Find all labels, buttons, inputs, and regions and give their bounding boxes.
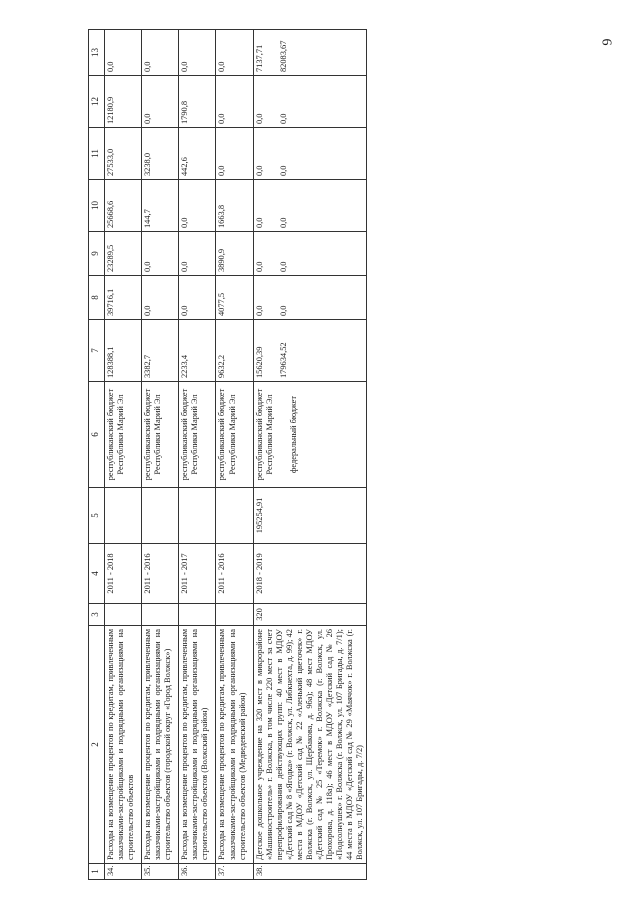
row-value-c7	[142, 320, 179, 382]
row-value-c8	[142, 276, 179, 320]
budget-table	[88, 29, 367, 880]
column-number-6: 6	[89, 382, 105, 488]
row-value-c9	[216, 232, 253, 276]
row-funding-source	[142, 382, 179, 488]
row-value-c12-line: 0,0	[254, 113, 264, 124]
row-name: Детское дошкольное учреждение на 320 мест в микрорайоне «Машиностроитель» г. Волжска, в том числе 220 мест за счет перепрофилирования действующих групп: 40 мест в МДОУ «Детский сад № 8 «Ягодка» (г. Волжск, ул. Либкнехта, д. 99); 42 места в МДОУ «Детский сад № 22 «Аленький цветочек» г. Волжска (г. Волжск, ул. Щербакова, д. 9ба); 48 мест МДОУ «Детский сад № 25 «Теремок» г. Волжска (г. Волжск, ул. Прохорова, д. 118а); 46 мест в МДОУ «Детский сад № 26 «Подсолнушек» г. Волжска (г. Волжск, ул. 107 Бригады, д. 7/1); 44 места в МДОУ «Детский сад № 29 «Маячок» г. Волжска (г. Волжск, ул. 107 Бригады, д. 7/2)	[253, 626, 367, 864]
row-value-c12	[142, 76, 179, 128]
row-value-c12-line: 0,0	[143, 113, 153, 124]
table-header	[89, 30, 105, 880]
row-value-c9-line: 23289,5	[106, 244, 115, 272]
row-value-c7-line: 128388,1	[106, 346, 115, 378]
row-value-c13	[216, 30, 253, 76]
row-value-c8	[105, 276, 142, 320]
table-row	[105, 30, 142, 880]
row-period: 2011 - 2016	[216, 544, 253, 604]
row-value-c11-line: 0,0	[254, 165, 264, 176]
row-period: 2011 - 2016	[142, 544, 179, 604]
row-value-c12	[216, 76, 253, 128]
row-value-c9	[179, 232, 216, 276]
row-value-c13	[105, 30, 142, 76]
row-value-c7	[105, 320, 142, 382]
row-funding-source	[216, 382, 253, 488]
row-value-c9	[142, 232, 179, 276]
row-value-c11	[105, 128, 142, 180]
row-funding-source-line: республиканский бюджет Республики Марий Эл	[217, 388, 237, 481]
row-value-c10	[142, 180, 179, 232]
row-value-c11-line: 442,6	[180, 157, 190, 176]
row-value-c9-line: 0,0	[254, 261, 264, 272]
column-number-12: 12	[89, 76, 105, 128]
row-value-c13	[253, 30, 367, 76]
row-value-c12-line: 12180,9	[106, 96, 115, 124]
row-total-cost	[142, 488, 179, 544]
row-funding-source-line: федеральный бюджет	[288, 395, 298, 474]
row-funding-source	[105, 382, 142, 488]
row-value-c9	[105, 232, 142, 276]
row-value-c11	[179, 128, 216, 180]
row-value-c13-line: 0,0	[106, 61, 115, 72]
row-value-c8-line: 0,0	[278, 305, 288, 316]
rotated-page	[88, 30, 620, 880]
row-value-c11-line: 3238,0	[143, 152, 153, 176]
row-value-c13-line: 7137,71	[254, 44, 264, 72]
row-value-c11	[216, 128, 253, 180]
row-value-c10	[216, 180, 253, 232]
column-number-1: 1	[89, 864, 105, 880]
row-value-c13-line: 0,0	[180, 61, 190, 72]
row-value-c8-line: 39716,1	[106, 288, 115, 316]
row-value-c13-line: 0,0	[143, 61, 153, 72]
row-value-c10	[179, 180, 216, 232]
row-value-c13	[179, 30, 216, 76]
table-row	[142, 30, 179, 880]
row-value-c7	[216, 320, 253, 382]
row-value-c9-line: 0,0	[180, 261, 190, 272]
row-number: 37.	[216, 864, 253, 880]
row-value-c7	[253, 320, 367, 382]
row-value-c11	[142, 128, 179, 180]
row-name: Расходы на возмещение процентов по кредитам, привлеченным заказчиками-застройщиками и подрядными организациями на строительство объектов (Волжский район)	[179, 626, 216, 864]
row-period: 2011 - 2018	[105, 544, 142, 604]
column-number-2: 2	[89, 626, 105, 864]
row-funding-source	[179, 382, 216, 488]
row-value-c8-line: 4077,5	[217, 292, 227, 316]
row-value-c7-line: 15620,39	[254, 346, 264, 378]
row-capacity: 320	[253, 604, 367, 626]
row-value-c10-line: 0,0	[254, 217, 264, 228]
row-total-cost	[179, 488, 216, 544]
row-funding-source	[253, 382, 367, 488]
column-number-5: 5	[89, 488, 105, 544]
row-value-c10-line: 144,7	[143, 209, 153, 228]
row-value-c11-line: 27533,0	[106, 148, 115, 176]
row-funding-source-line: республиканский бюджет Республики Марий Эл	[254, 388, 274, 481]
column-number-8: 8	[89, 276, 105, 320]
table-row	[253, 30, 367, 880]
row-value-c8	[179, 276, 216, 320]
row-value-c12-line: 1790,8	[180, 100, 190, 124]
row-value-c10-line: 1663,8	[217, 204, 227, 228]
row-total-cost: 195254,91	[253, 488, 367, 544]
row-value-c7-line: 9632,2	[217, 354, 227, 378]
row-value-c7-line: 3382,7	[143, 354, 153, 378]
row-value-c12-line: 0,0	[278, 113, 288, 124]
row-value-c12	[253, 76, 367, 128]
row-number: 36.	[179, 864, 216, 880]
row-capacity	[216, 604, 253, 626]
row-capacity	[142, 604, 179, 626]
row-value-c7-line: 2233,4	[180, 354, 190, 378]
row-funding-source-line: республиканский бюджет Республики Марий Эл	[143, 388, 163, 481]
column-number-3: 3	[89, 604, 105, 626]
row-value-c10-line: 0,0	[180, 217, 190, 228]
row-value-c9	[253, 232, 367, 276]
row-value-c9-line: 3890,9	[217, 248, 227, 272]
row-value-c8-line: 0,0	[180, 305, 190, 316]
row-value-c8	[216, 276, 253, 320]
row-value-c11-line: 0,0	[278, 165, 288, 176]
row-name: Расходы на возмещение процентов по кредитам, привлеченным заказчиками-застройщиками и подрядными организациями на строительство объектов (Медведевский район)	[216, 626, 253, 864]
row-funding-source-line: республиканский бюджет Республики Марий Эл	[106, 388, 126, 481]
row-value-c8	[253, 276, 367, 320]
row-name: Расходы на возмещение процентов по кредитам, привлеченным заказчиками-застройщиками и подрядными организациями на строительство объектов (городской округ «Город Волжск»)	[142, 626, 179, 864]
table-body	[105, 30, 367, 880]
column-number-9: 9	[89, 232, 105, 276]
row-value-c7-line: 179634,52	[278, 342, 288, 378]
row-value-c13	[142, 30, 179, 76]
row-value-c10	[105, 180, 142, 232]
row-capacity	[179, 604, 216, 626]
row-value-c10-line: 25668,6	[106, 200, 115, 228]
row-period: 2011 - 2017	[179, 544, 216, 604]
column-number-7: 7	[89, 320, 105, 382]
row-value-c11	[253, 128, 367, 180]
row-value-c9-line: 0,0	[278, 261, 288, 272]
table-row	[216, 30, 253, 880]
row-value-c11-line: 0,0	[217, 165, 227, 176]
row-funding-source-line: республиканский бюджет Республики Марий Эл	[180, 388, 200, 481]
table-row	[179, 30, 216, 880]
row-number: 34.	[105, 864, 142, 880]
row-value-c10-line: 0,0	[278, 217, 288, 228]
row-total-cost	[216, 488, 253, 544]
row-value-c12-line: 0,0	[217, 113, 227, 124]
row-capacity	[105, 604, 142, 626]
column-number-11: 11	[89, 128, 105, 180]
row-number: 35.	[142, 864, 179, 880]
column-number-4: 4	[89, 544, 105, 604]
row-value-c7	[179, 320, 216, 382]
row-value-c12	[179, 76, 216, 128]
row-total-cost	[105, 488, 142, 544]
row-value-c8-line: 0,0	[254, 305, 264, 316]
column-number-13: 13	[89, 30, 105, 76]
row-period: 2018 - 2019	[253, 544, 367, 604]
row-value-c13-line: 82083,67	[278, 40, 288, 72]
page-number: 6	[598, 38, 614, 46]
row-value-c12	[105, 76, 142, 128]
column-number-10: 10	[89, 180, 105, 232]
row-name: Расходы на возмещение процентов по кредитам, привлеченным заказчиками-застройщиками и подрядными организациями на строительство объектов	[105, 626, 142, 864]
row-value-c10	[253, 180, 367, 232]
row-number: 38.	[253, 864, 367, 880]
row-value-c8-line: 0,0	[143, 305, 153, 316]
row-value-c13-line: 0,0	[217, 61, 227, 72]
row-value-c9-line: 0,0	[143, 261, 153, 272]
